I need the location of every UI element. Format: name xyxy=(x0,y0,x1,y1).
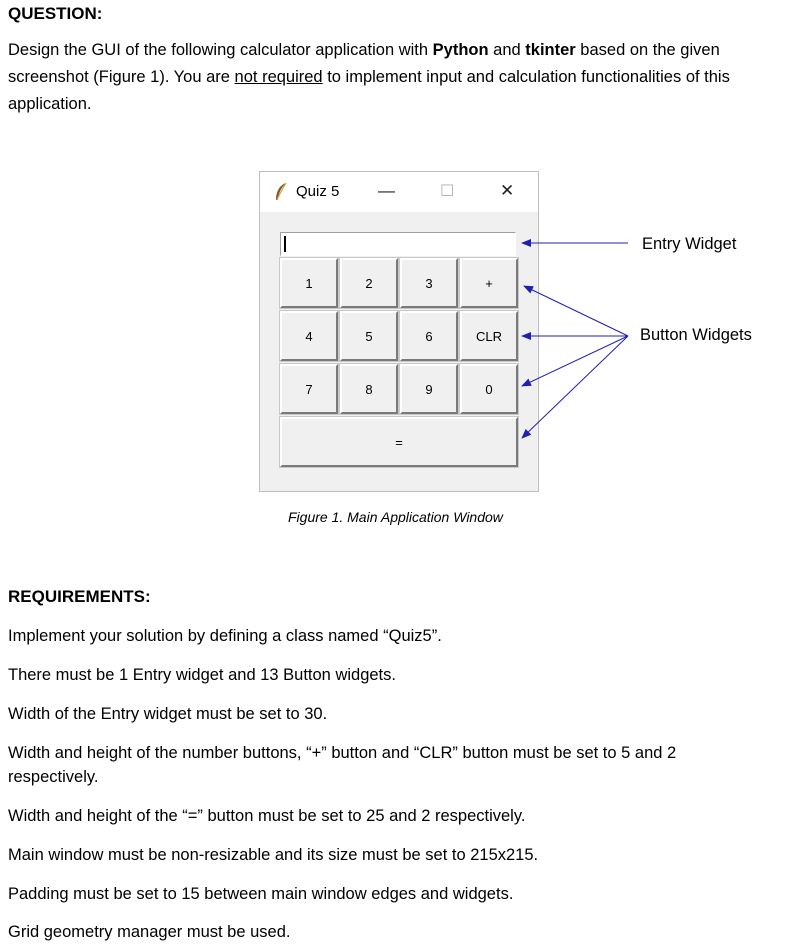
plus-arrow xyxy=(524,286,628,336)
requirement-7: Padding must be set to 15 between main window edges and widgets. xyxy=(8,885,514,903)
requirement-8: Grid geometry manager must be used. xyxy=(8,923,291,941)
question-heading: QUESTION: xyxy=(8,4,103,23)
requirement-1: Implement your solution by defining a class named “Quiz5”. xyxy=(8,627,442,645)
button-3[interactable]: 3 xyxy=(400,258,458,308)
button-8[interactable]: 8 xyxy=(340,364,398,414)
question-line-1: Design the GUI of the following calculator application with Python and tkinter based on the given xyxy=(8,41,720,59)
question-line-2: screenshot (Figure 1). You are not required to implement input and calculation functionalities of this xyxy=(8,68,730,86)
button-4[interactable]: 4 xyxy=(280,311,338,361)
maximize-icon[interactable]: ☐ xyxy=(440,183,455,200)
button-9[interactable]: 9 xyxy=(400,364,458,414)
button-1[interactable]: 1 xyxy=(280,258,338,308)
requirement-3: Width of the Entry widget must be set to 30. xyxy=(8,705,328,723)
question-line-3: application. xyxy=(8,95,92,113)
window-title: Quiz 5 xyxy=(296,183,340,200)
requirement-2: There must be 1 Entry widget and 13 Button widgets. xyxy=(8,666,396,684)
button-7[interactable]: 7 xyxy=(280,364,338,414)
button-widgets-label: Button Widgets xyxy=(640,326,752,344)
zero-arrow xyxy=(522,336,628,386)
button-2[interactable]: 2 xyxy=(340,258,398,308)
requirements-heading: REQUIREMENTS: xyxy=(8,587,151,606)
button-6[interactable]: 6 xyxy=(400,311,458,361)
button-clr[interactable]: CLR xyxy=(460,311,518,361)
equals-arrow xyxy=(522,336,628,438)
button-5[interactable]: 5 xyxy=(340,311,398,361)
requirement-4-cont: respectively. xyxy=(8,768,99,786)
minimize-icon[interactable]: — xyxy=(378,181,395,200)
figure-caption: Figure 1. Main Application Window xyxy=(288,509,503,525)
requirement-4: Width and height of the number buttons, “+” button and “CLR” button must be set to 5 and 2 xyxy=(8,744,677,762)
entry-widget-label: Entry Widget xyxy=(642,235,737,253)
button-0[interactable]: 0 xyxy=(460,364,518,414)
button-equals[interactable]: = xyxy=(280,417,518,467)
requirement-6: Main window must be non-resizable and its size must be set to 215x215. xyxy=(8,846,539,864)
button-plus[interactable]: + xyxy=(460,258,518,308)
close-icon[interactable]: ✕ xyxy=(500,181,515,200)
requirement-5: Width and height of the “=” button must be set to 25 and 2 respectively. xyxy=(8,807,526,825)
